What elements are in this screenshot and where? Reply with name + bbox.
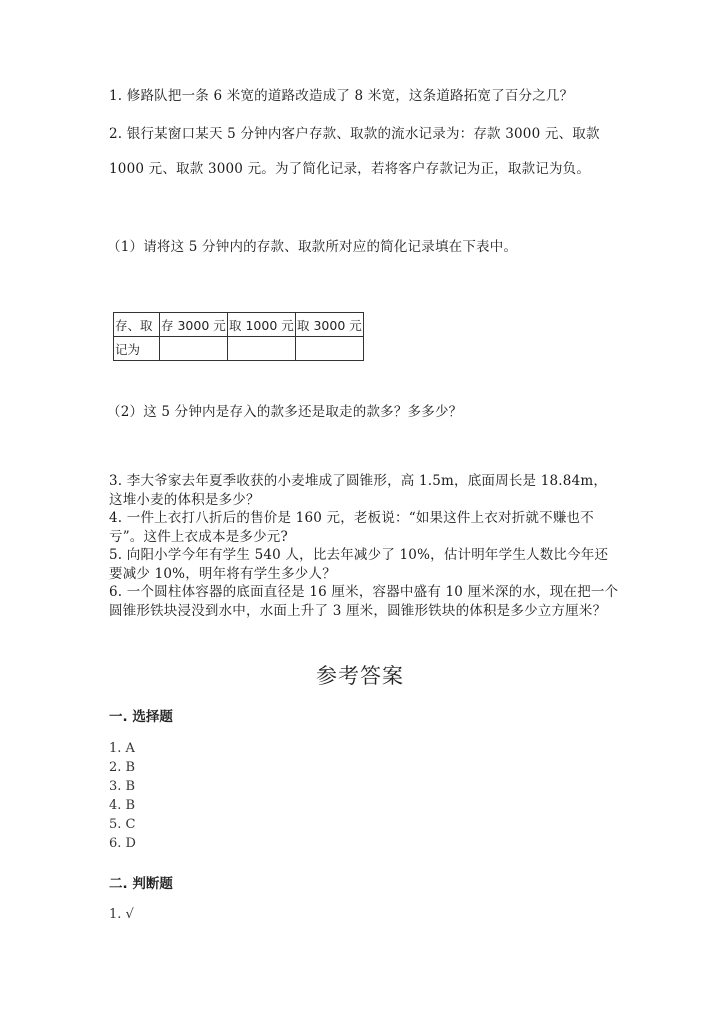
table-cell: 存、取 [114, 313, 160, 337]
table-header-row [114, 313, 364, 337]
table-cell: 记为 [114, 337, 160, 361]
table-answer-cell[interactable] [228, 337, 296, 361]
answer-choice-1: 1. A [109, 741, 135, 756]
answer-judge-1: 1. √ [109, 907, 134, 922]
table-answer-cell[interactable] [296, 337, 364, 361]
record-table [113, 312, 364, 361]
table-cell: 取 1000 元 [228, 313, 296, 337]
answer-title: 参考答案 [316, 664, 404, 688]
question-3: 3. 李大爷家去年夏季收获的小麦堆成了圆锥形，高 1.5m，底面周长是 18.84m，这堆小麦的体积是多少？ [109, 473, 608, 508]
answer-choice-5: 5. C [109, 817, 136, 832]
section-heading-choice: 一. 选择题 [109, 709, 173, 725]
question-4: 4. 一件上衣打八折后的售价是 160 元，老板说：“如果这件上衣对折就不赚也不亏”。这件上衣成本是多少元? [109, 510, 594, 545]
question-2-part-2: （2）这 5 分钟内是存入的款多还是取走的款多？多多少？ [107, 404, 463, 420]
question-6: 6. 一个圆柱体容器的底面直径是 16 厘米，容器中盛有 10 厘米深的水，现在把一个圆锥形铁块浸没到水中，水面上升了 3 厘米，圆锥形铁块的体积是多少立方厘米？ [109, 584, 619, 619]
answer-choice-3: 3. B [109, 779, 136, 794]
answer-choice-6: 6. D [109, 836, 136, 851]
section-heading-judge: 二. 判断题 [109, 876, 173, 892]
table-answer-cell[interactable] [160, 337, 228, 361]
answer-choice-4: 4. B [109, 798, 136, 813]
question-2-line-2: 1000 元、取款 3000 元。为了简化记录，若将客户存款记为正，取款记为负。 [109, 161, 591, 177]
question-5: 5. 向阳小学今年有学生 540 人，比去年减少了 10%，估计明年学生人数比今年还要减少 10%，明年将有学生多少人？ [109, 547, 609, 582]
question-1: 1. 修路队把一条 6 米宽的道路改造成了 8 米宽，这条道路拓宽了百分之几？ [109, 88, 574, 104]
answer-choice-2: 2. B [109, 760, 136, 775]
table-row [114, 337, 364, 361]
question-2-line-1: 2. 银行某窗口某天 5 分钟内客户存款、取款的流水记录为：存款 3000 元、取款 [109, 126, 600, 142]
table-cell: 存 3000 元 [160, 313, 228, 337]
table-cell: 取 3000 元 [296, 313, 364, 337]
question-2-part-1: （1）请将这 5 分钟内的存款、取款所对应的简化记录填在下表中。 [107, 239, 518, 255]
